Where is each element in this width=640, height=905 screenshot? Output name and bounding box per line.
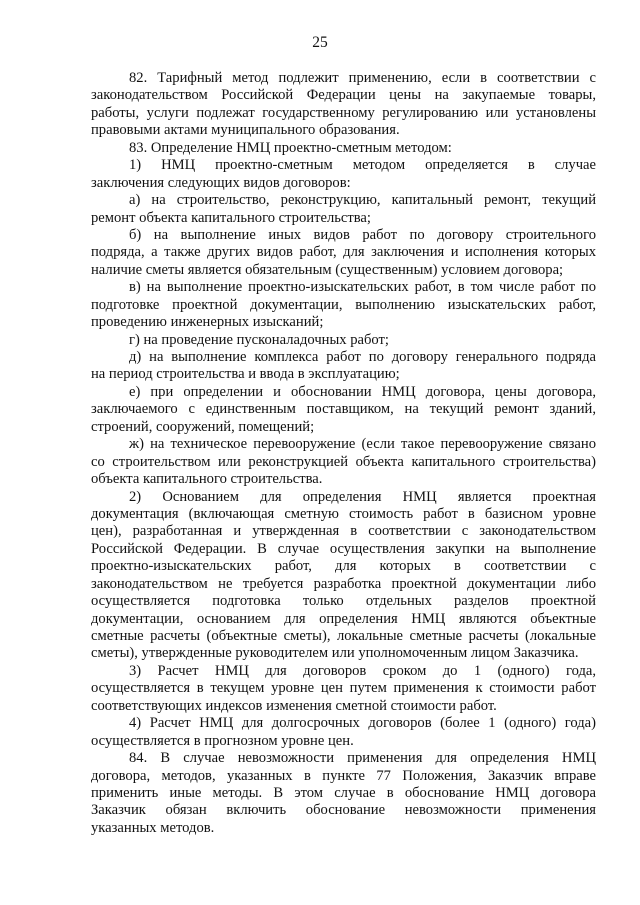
text-line: со строительством или реконструкцией объекта капитального строительства) [91, 453, 596, 470]
text-line: ж) на техническое перевооружение (если такое перевооружение связано [129, 436, 596, 453]
text-line: подряда, а также других видов работ, для заключения и исполнения которых [91, 244, 596, 261]
text-line: правовыми актами муниципального образования. [91, 122, 400, 139]
text-line: Российской Федерации. В случае осуществления закупки на выполнение [91, 540, 596, 557]
page-number: 25 [312, 34, 328, 51]
text-line: б) на выполнение иных видов работ по договору строительного [129, 226, 596, 243]
text-line: законодательством не требуется разработка проектной документации либо [91, 575, 596, 592]
text-line: осуществляется подготовка только отдельных разделов проектной [91, 593, 596, 610]
text-line: законодательством Российской Федерации цены на закупаемые товары, [91, 87, 596, 104]
text-line: проектно-изыскательских работ, для которых в соответствии с [91, 558, 596, 575]
text-line: Заказчик обязан включить обоснование невозможности применения [91, 802, 596, 819]
text-line: применить иные методы. В этом случае в обоснование НМЦ договора [91, 784, 596, 801]
text-line: сметные расчеты (объектные сметы), локальные сметные расчеты (локальные [91, 628, 596, 644]
text-line: 82. Тарифный метод подлежит применению, если в соответствии с [129, 70, 596, 86]
text-line: 84. В случае невозможности применения для определения НМЦ [129, 750, 596, 767]
text-line: указанных методов. [91, 819, 215, 836]
text-line: заключаемого с единственным поставщиком, на текущий ремонт зданий, [91, 401, 596, 418]
text-line: осуществляется в прогнозном уровне цен. [91, 732, 354, 749]
text-line: строений, сооружений, помещений; [91, 418, 315, 435]
text-line: договора, методов, указанных в пункте 77 Положения, Заказчик вправе [91, 767, 596, 784]
document-body [91, 70, 596, 837]
text-line: заключения следующих видов договоров: [91, 174, 351, 191]
text-line: е) при определении и обосновании НМЦ договора, цены договора, [129, 383, 596, 400]
text-line: 1) НМЦ проектно-сметным методом определяется в случае [129, 157, 596, 174]
text-line: сметы), утвержденные руководителем или уполномоченным лицом Заказчика. [91, 645, 579, 662]
text-line: работы, услуги подлежат государственному регулированию или установлены [91, 104, 596, 121]
text-line: ремонт объекта капитального строительства; [91, 209, 371, 226]
text-line: г) на проведение пусконаладочных работ; [129, 331, 389, 348]
text-line: подготовке проектной документации, выполнению изыскательских работ, [91, 296, 596, 313]
text-line: осуществляется в текущем уровне цен путем применения к стоимости работ [91, 680, 596, 697]
text-line: д) на выполнение комплекса работ по договору генерального подряда [129, 349, 596, 365]
text-line: в) на выполнение проектно-изыскательских работ, в том числе работ по [129, 279, 596, 296]
text-line: 83. Определение НМЦ проектно-сметным методом: [129, 139, 452, 156]
text-line: 4) Расчет НМЦ для долгосрочных договоров (более 1 (одного) года) [129, 715, 596, 732]
text-line: 3) Расчет НМЦ для договоров сроком до 1 (одного) года, [129, 662, 596, 679]
text-line: соответствующих индексов изменения сметной стоимости работ. [91, 697, 497, 714]
text-line: цен), разработанная и утвержденная в соответствии с законодательством [91, 523, 596, 540]
text-line: на период строительства и ввода в эксплуатацию; [91, 366, 400, 383]
text-line: 2) Основанием для определения НМЦ является проектная [129, 488, 596, 505]
text-line: документация (включающая сметную стоимость работ в базисном уровне [91, 505, 596, 522]
text-line: проведению инженерных изысканий; [91, 314, 324, 331]
text-line: а) на строительство, реконструкцию, капитальный ремонт, текущий [129, 192, 596, 209]
text-line: наличие сметы является обязательным (существенным) условием договора; [91, 261, 564, 278]
text-line: документации, основанием для определения НМЦ являются объектные [91, 610, 596, 627]
text-line: объекта капитального строительства. [91, 471, 323, 488]
